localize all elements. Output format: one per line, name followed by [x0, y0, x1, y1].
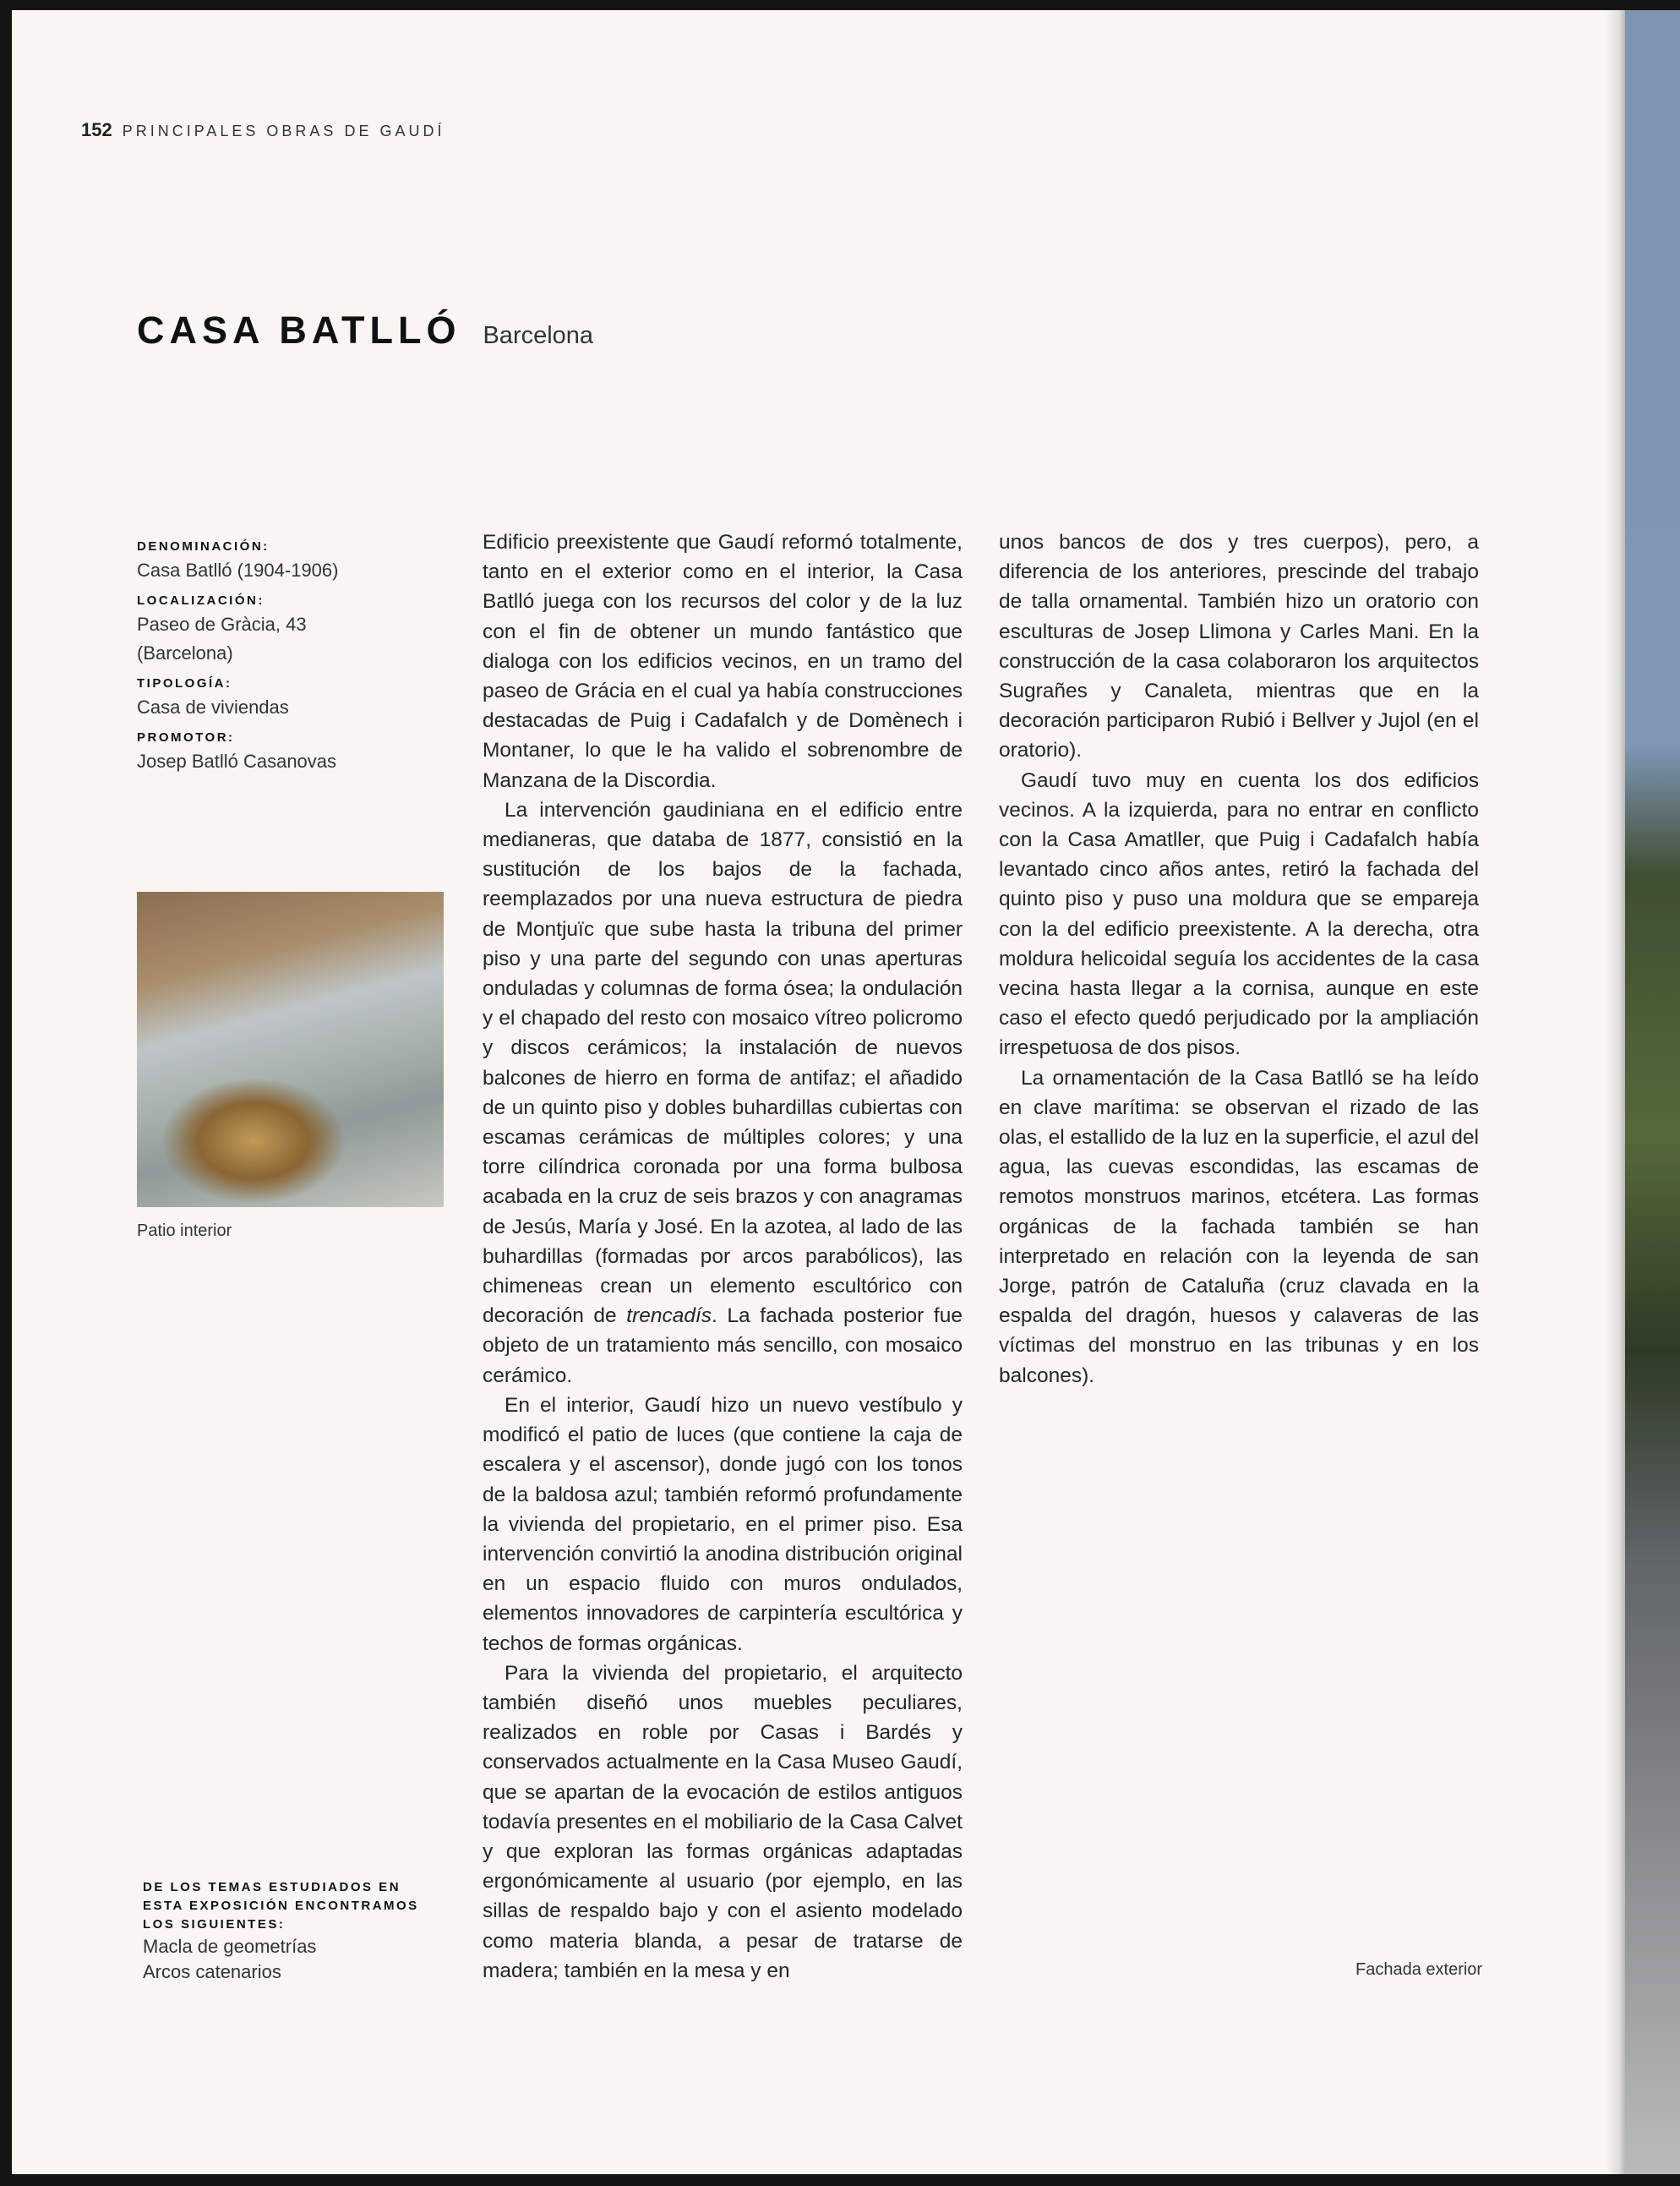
- info-value: Josep Batlló Casanovas: [137, 751, 337, 772]
- body-paragraph: unos bancos de dos y tres cuerpos), pero, a diferencia de los anteriores, prescinde del trabajo de talla ornamental. También hizo un oratorio con esculturas de Josep Llimona y Carles Mani. En la construcción de la casa colaboraron los arquitectos Sugrañes y Canaleta, mientras que en la decoración participaron Rubió i Bellver y Jujol (en el oratorio).: [999, 531, 1479, 762]
- info-value: Casa de viviendas: [137, 697, 289, 718]
- body-paragraph: Edificio preexistente que Gaudí reformó totalmente, tanto en el exterior como en el interior, la Casa Batlló juega con los recursos del color y de la luz con el fin de obtener un mundo fantástico que dialoga con los edificios vecinos, en un tramo del paseo de Grácia en el cual ya había construcciones destacadas de Puig i Cadafalch y de Domènech i Montaner, lo que le ha valido el sobrenombre de Manzana de la Discordia.: [483, 531, 963, 792]
- patio-photo: [137, 892, 444, 1207]
- photo-caption: Fachada exterior: [1355, 1960, 1483, 1979]
- building-info: [137, 538, 424, 776]
- body-paragraph: Gaudí tuvo muy en cuenta los dos edificios vecinos. A la izquierda, para no entrar en conflicto con la Casa Amatller, que Puig i Cadafalch había levantado cinco años antes, retiró la fachada del quinto piso y puso una moldura que se empareja con la del edificio preexistente. A la derecha, otra moldura helicoidal seguía los accidentes de la casa vecina hasta llegar a la cornisa, aunque en este caso el efecto quedó perjudicado por la ampliación irrespetuosa de dos pisos.: [999, 768, 1479, 1060]
- body-paragraph: La ornamentación de la Casa Batlló se ha leído en clave marítima: se observan el rizado de las olas, el estallido de la luz en la superficie, el azul del agua, las cuevas escondidas, las escamas de remotos monstruos marinos, etcétera. Las formas orgánicas de la fachada también se han interpretado en relación con la leyenda de san Jorge, patrón de Cataluña (cruz clavada en la espalda del dragón, huesos y calaveras de las víctimas del monstruo en las tribunas y en los balcones).: [999, 1066, 1479, 1387]
- body-emphasis: trencadís: [626, 1304, 712, 1328]
- theme-item: Macla de geometrías: [143, 1936, 317, 1957]
- info-value: Casa Batlló (1904-1906): [137, 560, 339, 581]
- section-title: PRINCIPALES OBRAS DE GAUDÍ: [122, 123, 445, 139]
- page-title: CASA BATLLÓ: [137, 309, 461, 352]
- body-paragraph: [483, 795, 963, 1391]
- info-label: DENOMINACIÓN:: [137, 539, 270, 554]
- running-header: [81, 119, 445, 141]
- info-value: Paseo de Gràcia, 43: [137, 614, 307, 635]
- info-label: PROMOTOR:: [137, 730, 235, 745]
- page-subtitle: Barcelona: [483, 322, 594, 349]
- themes-heading: DE LOS TEMAS ESTUDIADOS EN ESTA EXPOSICIÓN ENCONTRAMOS LOS SIGUIENTES:: [143, 1880, 419, 1932]
- body-column-1: [483, 527, 963, 1994]
- body-paragraph: Para la vivienda del propietario, el arquitecto también diseñó unos muebles peculiares, realizados en roble por Casas i Bardés y conservados actualmente en la Casa Museo Gaudí, que se apartan de la evocación de estilos antiguos todavía presentes en el mobiliario de la Casa Calvet y que exploran las formas orgánicas adaptadas ergonómicamente al usuario (por ejemplo, en las sillas de respaldo bajo y con el asiento modelado como materia blanda, a pesar de tratarse de madera; también en la mesa y en: [483, 1661, 963, 1982]
- page-gutter: [1606, 10, 1625, 2174]
- body-text: La intervención gaudiniana en el edificio entre medianeras, que databa de 1877, consistió en la sustitución de los bajos de la fachada, reemplazados por una nueva estructura de piedra de Montjuïc que sube hasta la tribuna del primer piso y una parte del segundo con unas aperturas onduladas y columnas de forma ósea; la ondulación y el chapado del resto con mosaico vítreo policromo y discos cerámicos; la instalación de nuevos balcones de hierro en forma de antifaz; el añadido de un quinto piso y dobles buhardillas cubiertas con escamas cerámicas de múltiples colores; y una torre cilíndrica coronada por una forma bulbosa acabada en la cruz de seis brazos y con anagramas de Jesús, María y José. En la azotea, al lado de las buhardillas (formadas por arcos parabólicos), las chimeneas crean un elemento escultórico con decoración de: [483, 798, 963, 1328]
- facade-photo-edge: [1625, 10, 1680, 2174]
- info-label: TIPOLOGÍA:: [137, 676, 232, 691]
- themes-box: [143, 1878, 447, 1985]
- body-paragraph: En el interior, Gaudí hizo un nuevo vestíbulo y modificó el patio de luces (que contiene la caja de escalera y el ascensor), donde jugó con los tonos de la baldosa azul; también reformó profundamente la vivienda del propietario, en el primer piso. Esa intervención convirtió la anodina distribución original en un espacio fluido con muros ondulados, elementos innovadores de carpintería escultórica y techos de formas orgánicas.: [483, 1393, 963, 1655]
- photo-caption: Patio interior: [137, 1221, 232, 1240]
- title-block: [137, 309, 593, 352]
- page-number: 152: [81, 119, 112, 140]
- theme-item: Arcos catenarios: [143, 1961, 281, 1982]
- book-page: [12, 10, 1625, 2174]
- info-value: (Barcelona): [137, 642, 233, 664]
- info-label: LOCALIZACIÓN:: [137, 593, 265, 608]
- body-text: . La fachada posterior fue objeto de un tratamiento más sencillo, con mosaico cerámico.: [483, 1304, 963, 1387]
- body-column-2: [999, 527, 1479, 1398]
